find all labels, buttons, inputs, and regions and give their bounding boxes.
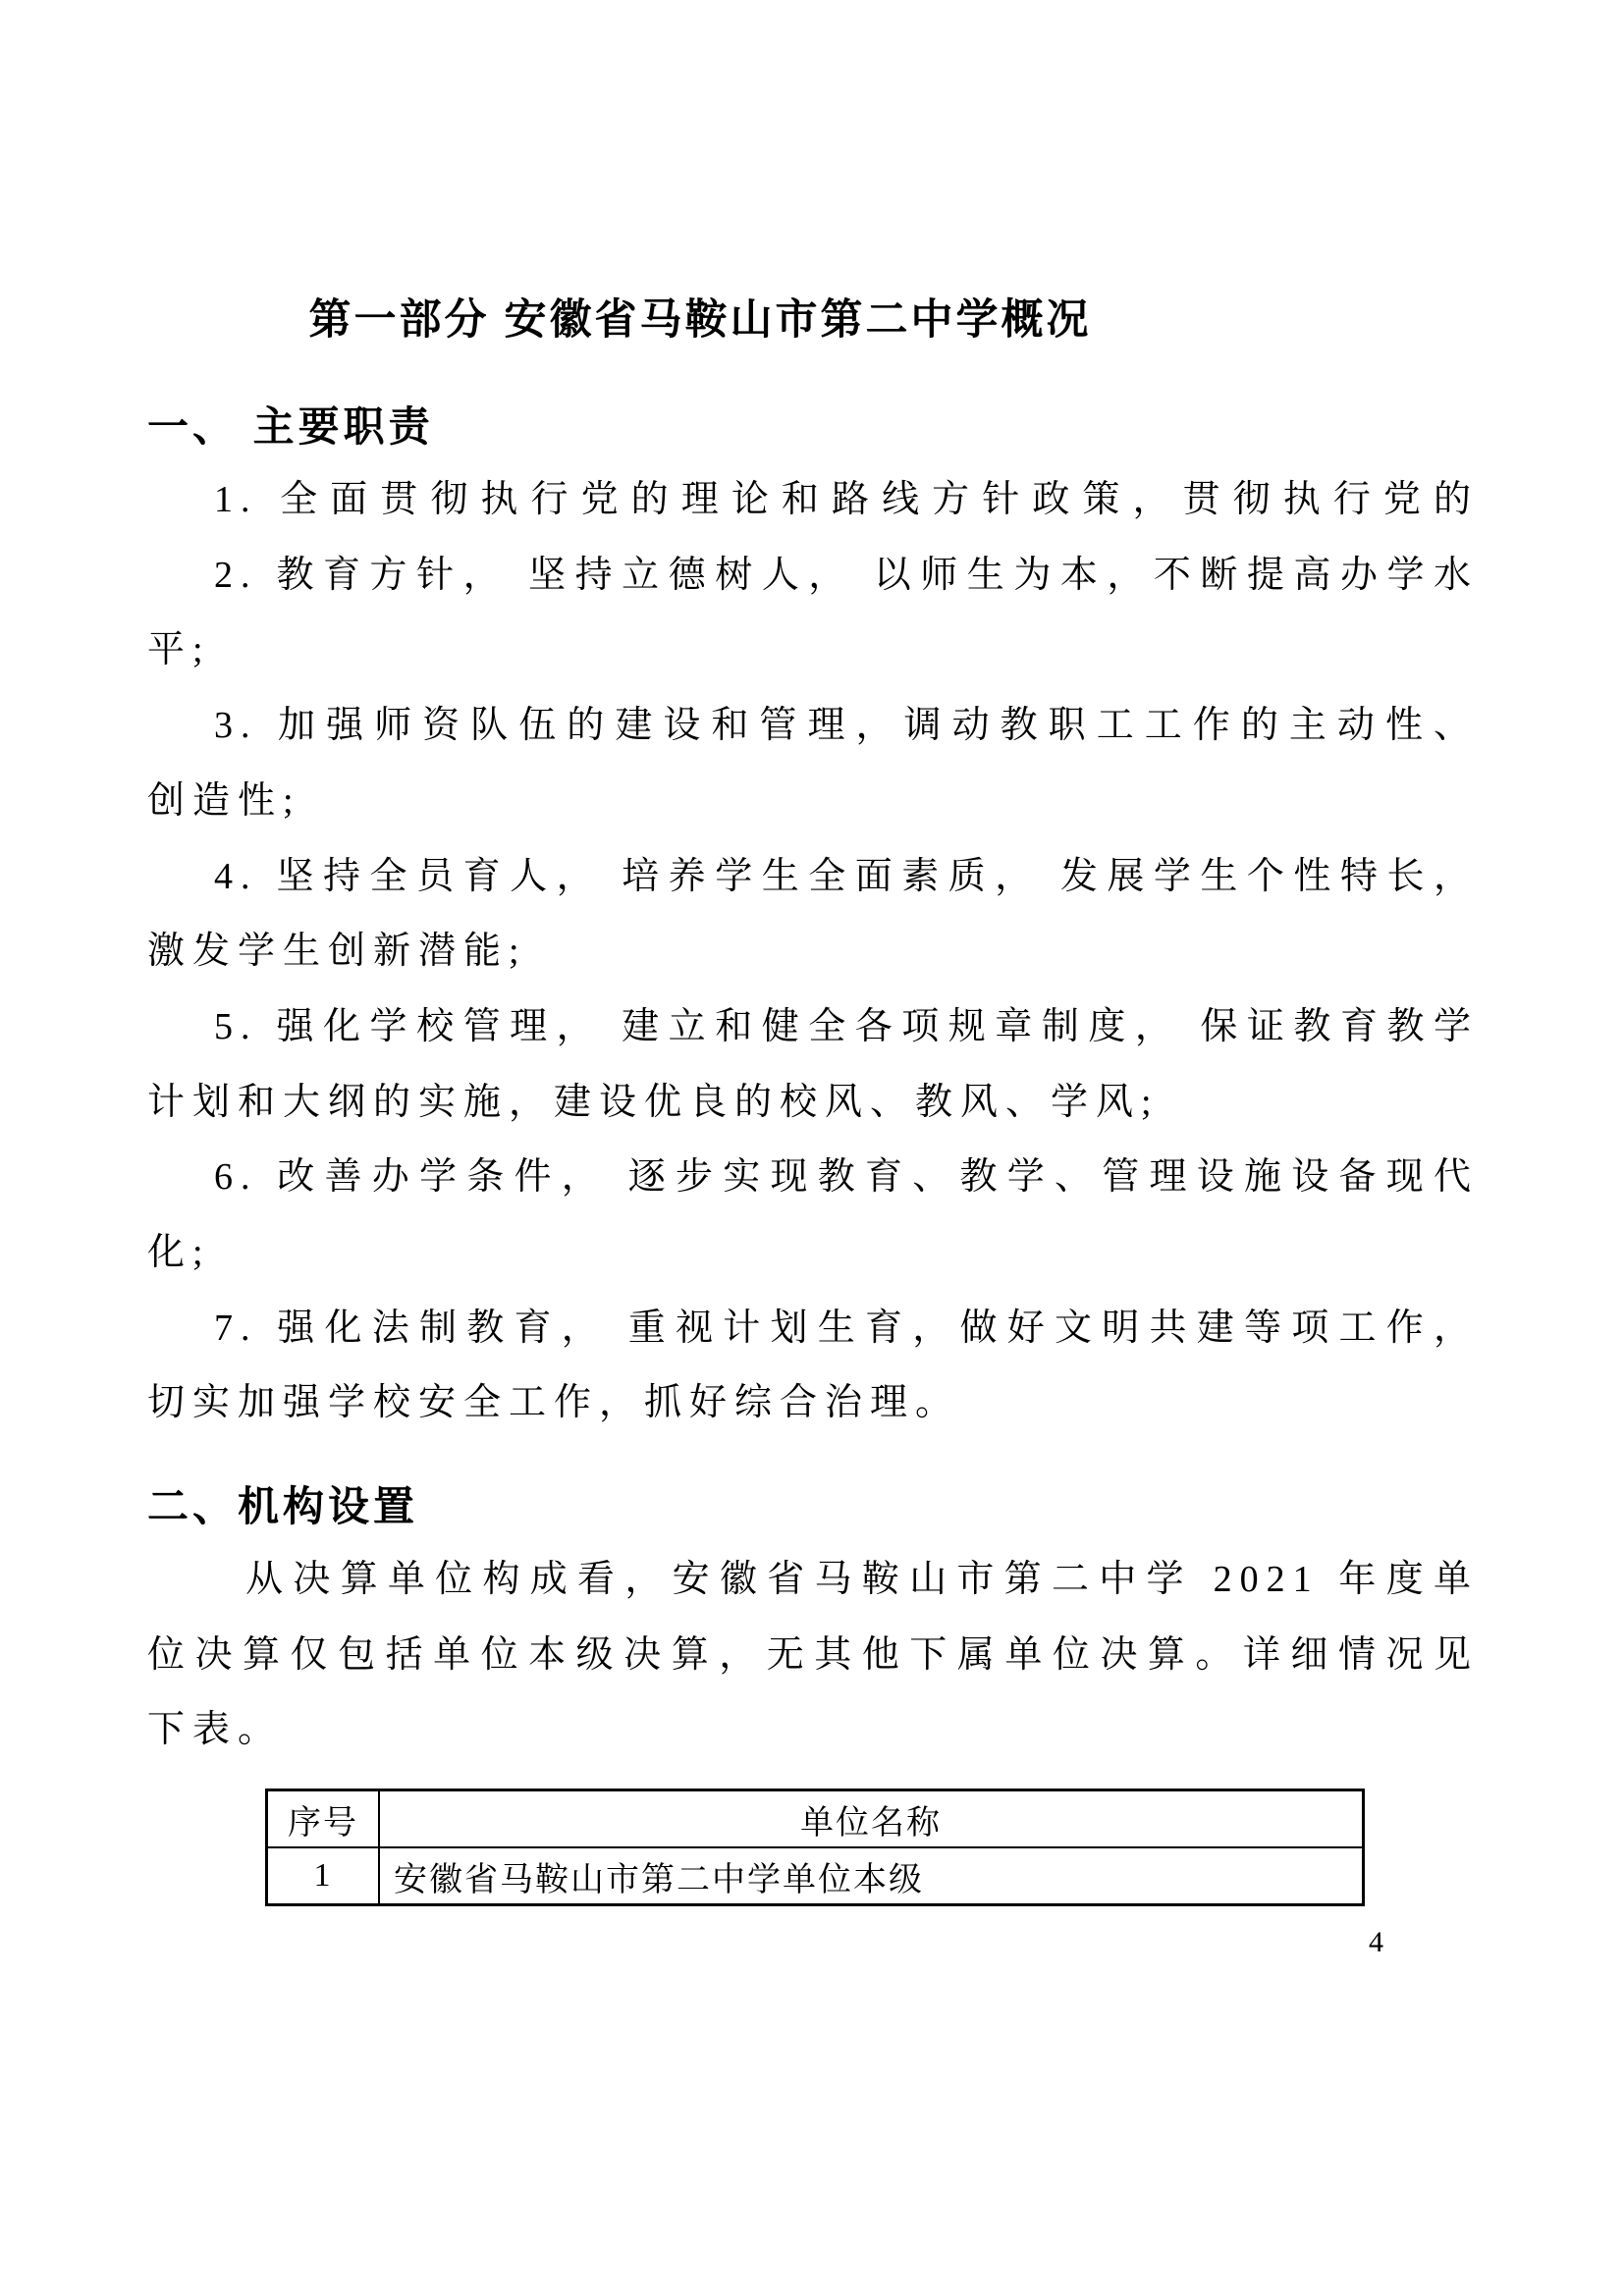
body-line: 计划和大纲的实施，建设优良的校风、教风、学风; bbox=[147, 1081, 1160, 1123]
paragraph-line: 位决算仅包括单位本级决算，无其他下属单位决算。详细情况见 bbox=[147, 1633, 1479, 1676]
duties-text-block bbox=[147, 462, 1479, 1441]
body-line: 平; bbox=[147, 629, 211, 671]
body-line: 化; bbox=[147, 1232, 211, 1274]
body-line: 7. 强化法制教育， 重视计划生育，做好文明共建等项工作， bbox=[214, 1307, 1479, 1349]
body-line: 4. 坚持全员育人， 培养学生全面素质， 发展学生个性特长， bbox=[214, 855, 1479, 897]
section-heading-duties: 一、 主要职责 bbox=[147, 403, 434, 450]
body-line: 1. 全面贯彻执行党的理论和路线方针政策，贯彻执行党的 bbox=[214, 479, 1479, 520]
paragraph-line: 从决算单位构成看，安徽省马鞍山市第二中学 2021 年度单 bbox=[245, 1559, 1479, 1600]
body-line: 2. 教育方针， 坚持立德树人， 以师生为本，不断提高办学水 bbox=[214, 554, 1479, 596]
table-header-row bbox=[267, 1790, 1364, 1848]
body-line: 3. 加强师资队伍的建设和管理，调动教职工工作的主动性、 bbox=[214, 705, 1479, 747]
table-row bbox=[267, 1847, 1364, 1905]
org-units-table bbox=[265, 1789, 1365, 1906]
body-line: 6. 改善办学条件， 逐步实现教育、教学、管理设施设备现代 bbox=[214, 1156, 1479, 1199]
document-title: 第一部分 安徽省马鞍山市第二中学概况 bbox=[308, 296, 1092, 344]
page-number: 4 bbox=[1369, 1926, 1383, 1958]
body-line: 创造性; bbox=[147, 779, 301, 822]
table-cell-index: 1 bbox=[267, 1847, 380, 1905]
table-header-name: 单位名称 bbox=[379, 1790, 1364, 1848]
body-line: 切实加强学校安全工作，抓好综合治理。 bbox=[147, 1382, 961, 1424]
body-line: 激发学生创新潜能; bbox=[147, 931, 527, 973]
org-text-block bbox=[147, 1542, 1479, 1768]
table-cell-name: 安徽省马鞍山市第二中学单位本级 bbox=[379, 1847, 1364, 1905]
paragraph-line: 下表。 bbox=[147, 1709, 284, 1751]
table-header-index: 序号 bbox=[267, 1790, 380, 1848]
body-line: 5. 强化学校管理， 建立和健全各项规章制度， 保证教育教学 bbox=[214, 1005, 1479, 1047]
section-heading-org: 二、机构设置 bbox=[147, 1483, 419, 1529]
